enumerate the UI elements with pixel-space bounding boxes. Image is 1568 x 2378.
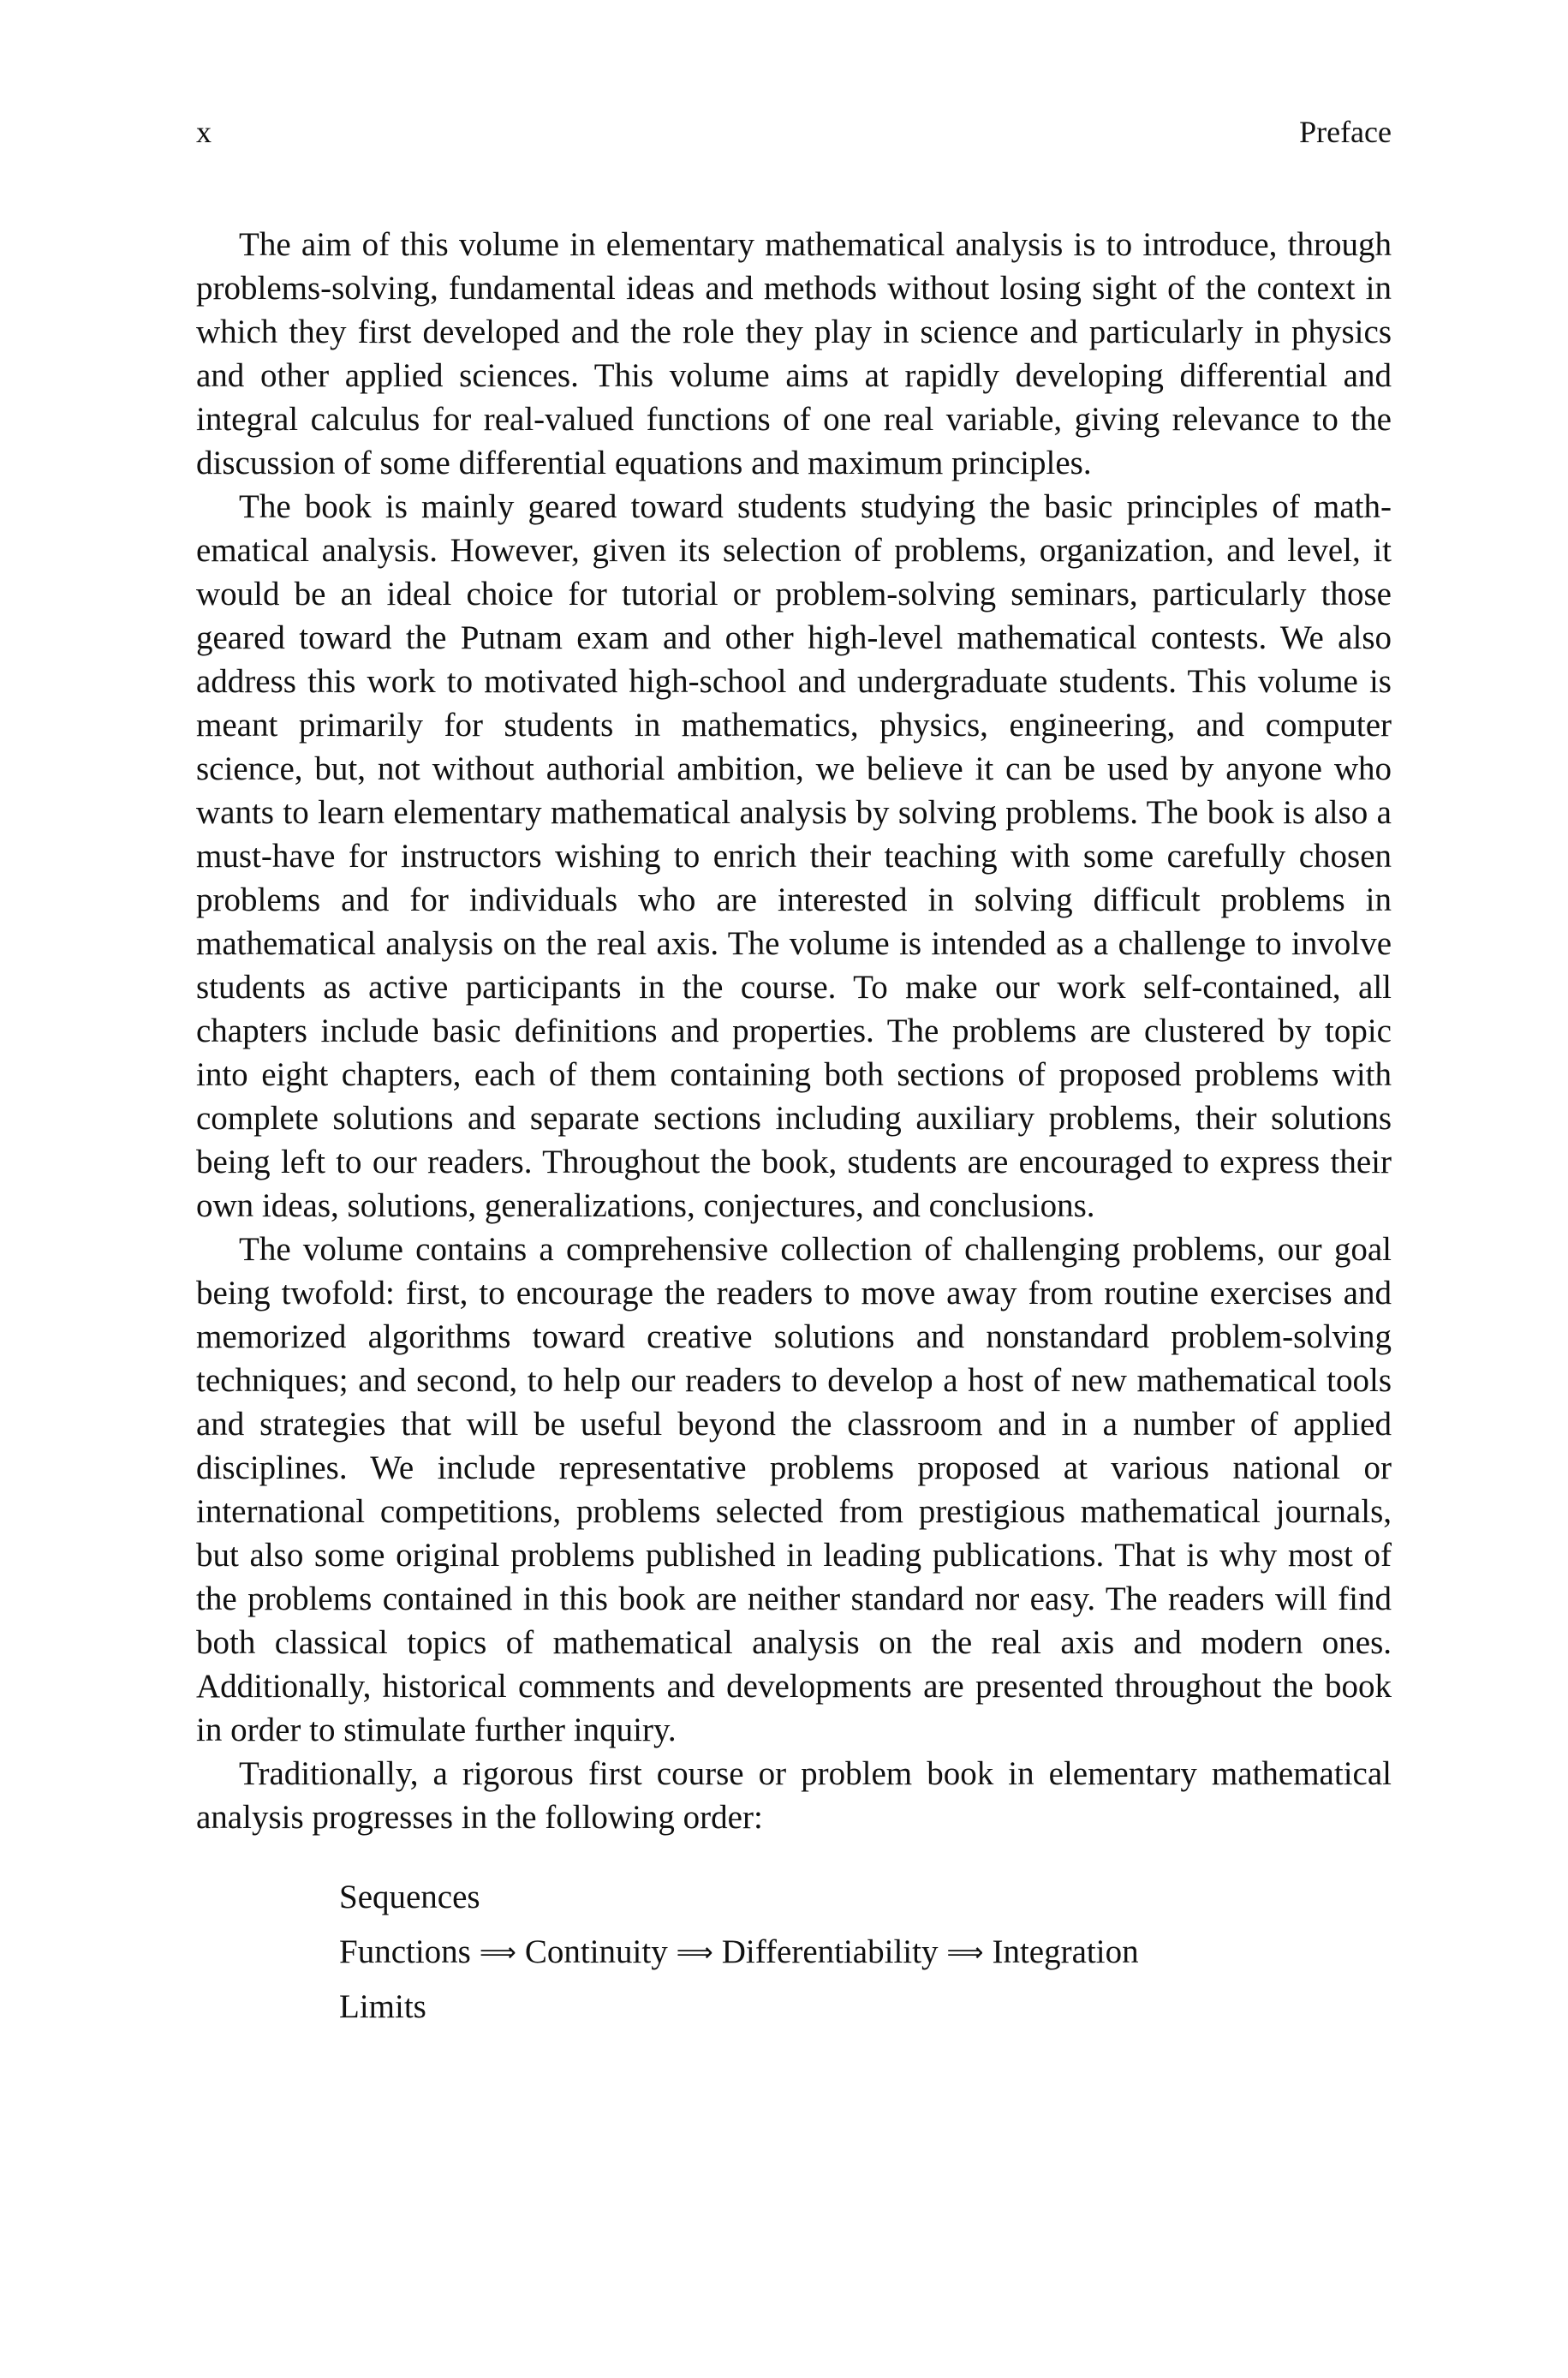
diagram-step-continuity: Continuity (524, 1933, 668, 1970)
paragraph-traditional-order: Traditionally, a rigorous first course or problem book in elementary mathematical analysis progresses in the following order: (196, 1755, 1392, 1836)
implies-arrow-icon: ⟹ (479, 1938, 516, 1968)
diagram-sequences: Sequences (339, 1879, 480, 1915)
paragraph-audience: The book is mainly geared toward students studying the basic principles of mathematical analysis. However, given its selection of problems, organization, and level, it would be an ideal choice for tutorial or problem-solving seminars, particularly those geared toward the Putnam exam and other high-level mathematical contests. We also address this work to motivated high-school and undergraduate students. This volume is meant primarily for students in mathematics, physics, engineering, and computer science, but, not without authorial ambition, we believe it can be used by anyone who wants to learn elementary mathematical analysis by solving problems. The book is also a must-have for instructors wishing to enrich their teaching with some carefully chosen problems and for individuals who are interested in solving difficult problems in mathematical analysis on the real axis. The volume is intended as a challenge to involve students as active participants in the course. To make our work self-contained, all chapters include basic definitions and properties. The problems are clustered by topic into eight chapters, each of them containing both sections of proposed problems with complete solutions and separate sections including auxiliary problems, their solutions being left to our readers. Throughout the book, students are encouraged to express their own ideas, solutions, generalizations, conjectures, and conclusions. (196, 488, 1392, 1224)
section-title: Preface (1299, 115, 1392, 149)
diagram-main-row (339, 1925, 1392, 1980)
diagram-step-functions: Functions (339, 1933, 471, 1970)
diagram-step-differentiability: Differentiability (721, 1933, 939, 1970)
diagram-limits: Limits (339, 1988, 426, 2025)
implies-arrow-icon: ⟹ (676, 1938, 713, 1968)
book-page (196, 113, 1392, 2034)
course-order-diagram (339, 1870, 1392, 2034)
running-head (196, 113, 1392, 151)
diagram-top-row (339, 1870, 1392, 1925)
paragraph-collection: The volume contains a comprehensive collection of challenging problems, our goal being twofold: first, to encourage the readers to move away from routine exercises and memorized algorithms toward creative solutions and nonstandard problem-solving techniques; and second, to help our readers to develop a host of new mathematical tools and strategies that will be useful beyond the classroom and in a number of applied disciplines. We include representative problems proposed at various national or international competitions, problems selected from prestigious mathematical journals, but also some original problems published in leading publications. That is why most of the problems contained in this book are neither standard nor easy. The readers will find both classical topics of mathematical analysis on the real axis and modern ones. Additionally, historical comments and developments are presented throughout the book in order to stimulate further inquiry. (196, 1231, 1392, 1748)
implies-arrow-icon: ⟹ (946, 1938, 984, 1968)
preface-body (196, 223, 1392, 1839)
page-number: x (196, 115, 212, 149)
diagram-step-integration: Integration (992, 1933, 1139, 1970)
diagram-bottom-row (339, 1980, 1392, 2034)
paragraph-aim: The aim of this volume in elementary mathematical analysis is to introduce, through problems-solving, fundamental ideas and methods without losing sight of the context in which they first developed and the role they play in science and particularly in physics and other applied sciences. This volume aims at rapidly developing differential and integral calculus for real-valued functions of one real variable, giving relevance to the discussion of some differential equations and maximum principles. (196, 226, 1392, 481)
